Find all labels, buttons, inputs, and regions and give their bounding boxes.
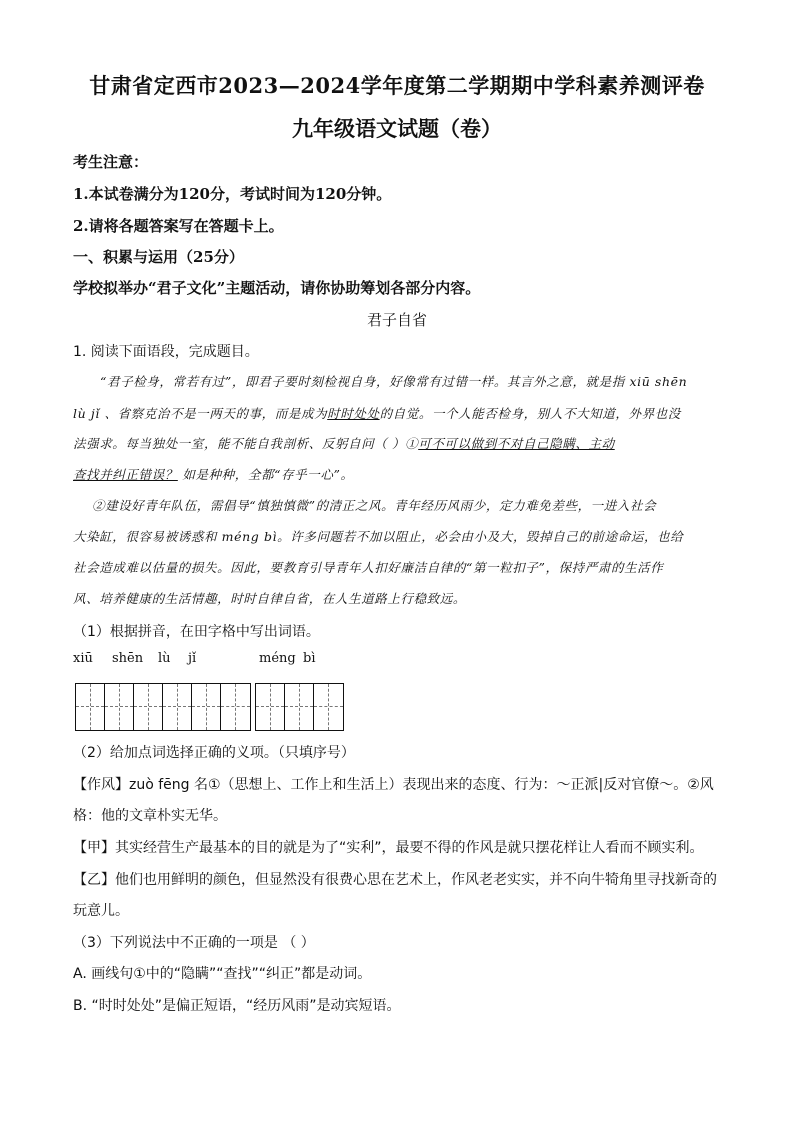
option-a: A. 画线句①中的“隐瞒”“查找”“纠正”都是动词。 — [73, 966, 372, 982]
underlined-sentence: 查找并纠正错误？ — [73, 467, 178, 482]
tianzige-cell[interactable] — [192, 684, 221, 730]
pinyin-label: méng — [259, 651, 296, 666]
passage-line: 社会造成难以估量的损失。因此，要教育引导青年人扣好廉洁自律的“第一粒扣子”，保持严肃的生活作 — [73, 560, 664, 575]
subquestion-1: （1）根据拼音，在田字格中写出词语。 — [73, 624, 320, 640]
question-1-prompt: 1. 阅读下面语段，完成题目。 — [73, 344, 259, 360]
section-heading: 一、积累与运用（25分） — [73, 248, 244, 266]
pinyin-label: lù — [158, 651, 171, 666]
pinyin-label: jǐ — [188, 651, 197, 666]
passage-line: “君子检身，常若有过”，即君子要时刻检视自身，好像常有过错一样。其言外之意，就是指 xiū shēn — [100, 374, 688, 389]
section-intro: 学校拟举办“君子文化”主题活动，请你协助筹划各部分内容。 — [73, 279, 481, 297]
tianzige-cell[interactable] — [221, 684, 250, 730]
passage-line: 查找并纠正错误？ 如是种种，全都“存乎一心”。 — [73, 467, 354, 482]
tianzige-cell[interactable] — [256, 684, 285, 730]
option-b: B. “时时处处”是偏正短语，“经历风雨”是动宾短语。 — [73, 998, 401, 1014]
tianzige-cell[interactable] — [134, 684, 163, 730]
pinyin-label: bì — [303, 651, 316, 666]
example-yi: 玩意儿。 — [73, 903, 129, 919]
definition-line: 【作风】zuò fēng 名①（思想上、工作上和生活上）表现出来的态度、行为：～正派|反对官僚～。②风 — [73, 777, 714, 793]
section-center-title: 君子自省 — [366, 311, 427, 329]
tianzige-grid-mengbi[interactable] — [255, 683, 344, 731]
passage-line: 风、培养健康的生活情趣，时时自律自省，在人生道路上行稳致远。 — [73, 591, 467, 606]
passage-line: 法强求。每当独处一室，能不能自我剖析、反躬自问（ ）①可不可以做到不对自己隐瞒、主动 — [73, 436, 615, 451]
pinyin-label: shēn — [112, 651, 144, 666]
tianzige-cell[interactable] — [76, 684, 105, 730]
definition-line: 格：他的文章朴实无华。 — [73, 808, 227, 824]
notice-item-2: 2.请将各题答案写在答题卡上。 — [73, 217, 284, 235]
example-jia: 【甲】其实经营生产最基本的目的就是为了“实利”，最要不得的作风是就只摆花样让人看而不顾实利。 — [73, 840, 704, 856]
underlined-sentence: 可不可以做到不对自己隐瞒、主动 — [418, 436, 615, 451]
tianzige-cell[interactable] — [314, 684, 343, 730]
exam-subtitle: 九年级语文试题（卷） — [292, 116, 502, 141]
dotted-word: 时时处处 — [327, 406, 380, 421]
exam-title: 甘肃省定西市2023—2024学年度第二学期期中学科素养测评卷 — [89, 73, 705, 98]
passage-line: lù jǐ 、省察克治不是一两天的事，而是成为时时处处的自觉。一个人能否检身，别人不大知道，外界也没 — [73, 406, 681, 421]
notice-item-1: 1.本试卷满分为120分，考试时间为120分钟。 — [73, 185, 392, 203]
subquestion-3: （3）下列说法中不正确的一项是 （ ） — [73, 935, 315, 951]
notice-heading: 考生注意： — [73, 153, 149, 171]
subquestion-2: （2）给加点词选择正确的义项。（只填序号） — [73, 745, 355, 761]
passage-line: ②建设好青年队伍，需倡导“慎独慎微”的清正之风。青年经历风雨少，定力难免差些，一进入社会 — [92, 498, 657, 513]
passage-line: 大染缸，很容易被诱惑和 méng bì。许多问题若不加以阻止，必会由小及大，毁掉自己的前途命运，也给 — [73, 529, 684, 544]
tianzige-cell[interactable] — [163, 684, 192, 730]
pinyin-label: xiū — [73, 651, 93, 666]
example-yi: 【乙】他们也用鲜明的颜色，但显然没有很费心思在艺术上，作风老老实实，并不向牛犄角里寻找新奇的 — [73, 872, 717, 888]
tianzige-grid-xiushenluji[interactable] — [75, 683, 251, 731]
tianzige-cell[interactable] — [285, 684, 314, 730]
tianzige-cell[interactable] — [105, 684, 134, 730]
